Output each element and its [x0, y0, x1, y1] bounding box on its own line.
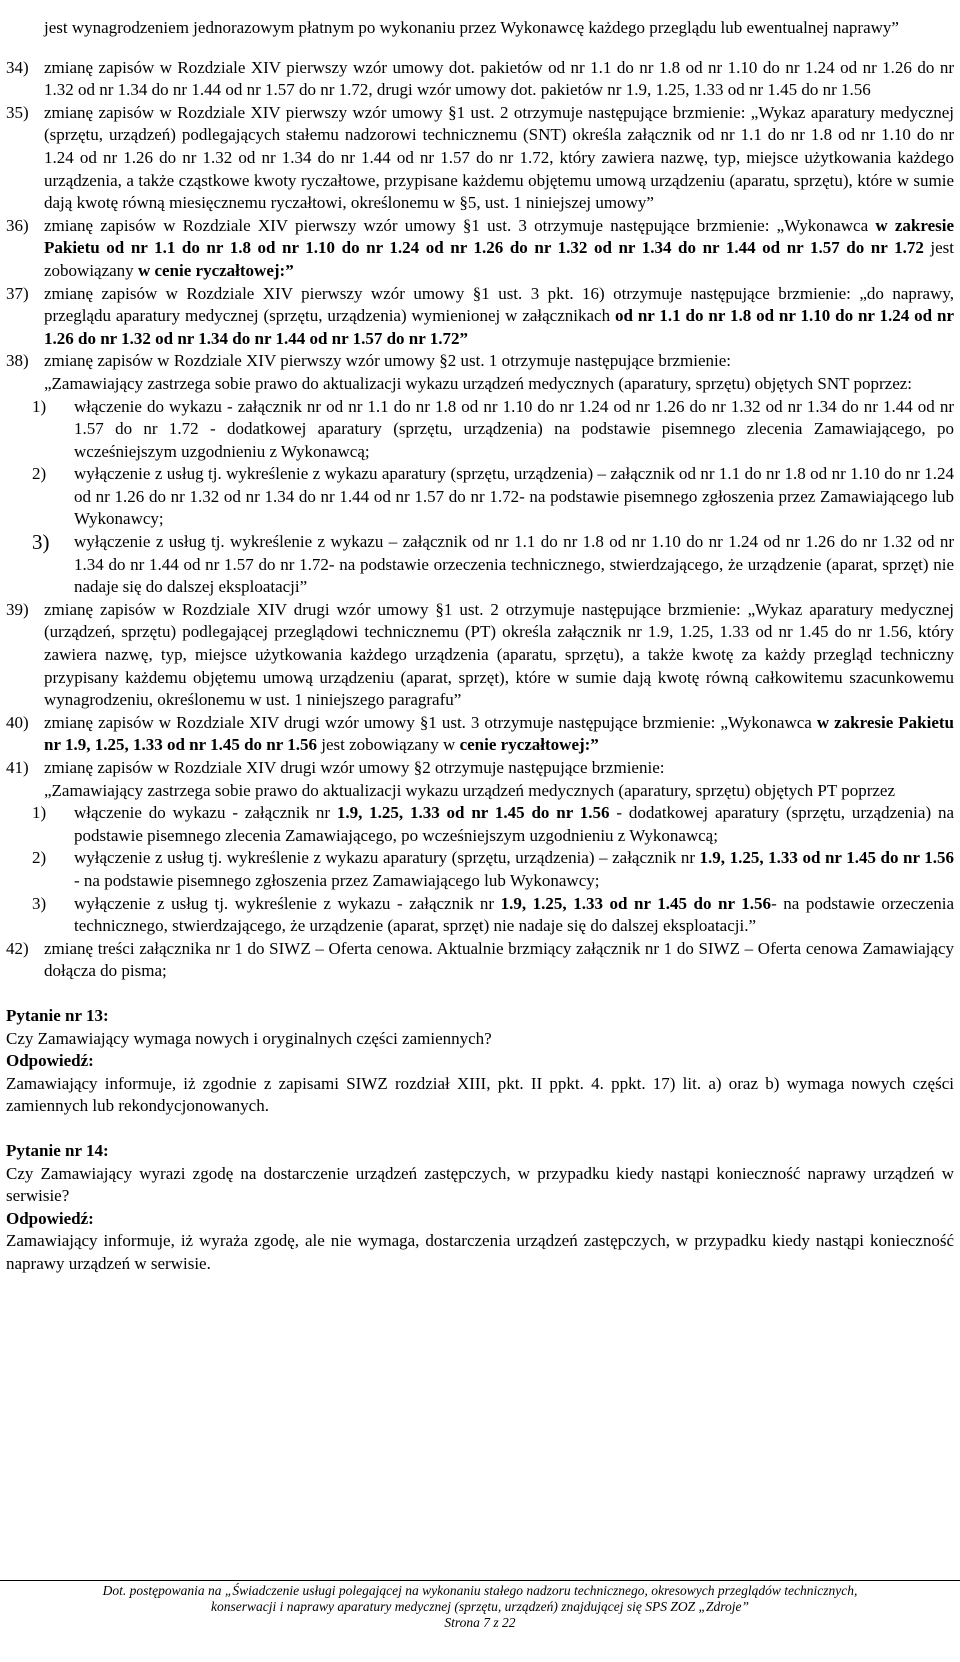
footer-divider: [0, 1580, 960, 1581]
item-text: jest zobowiązany: [44, 238, 955, 280]
intro-continuation: jest wynagrodzeniem jednorazowym płatnym po wykonaniu przez Wykonawcę każdego przeglądu lub ewentualnej naprawy”: [44, 18, 899, 37]
item-number: 34): [6, 57, 29, 77]
sub-item-41-3: [6, 893, 954, 938]
item-text-bold: cenie ryczałtowej:”: [459, 735, 599, 755]
list-item-41: [6, 757, 954, 802]
sub-item-number: 3): [32, 893, 47, 913]
list-item-35: [6, 102, 954, 215]
sub-item-number: 1): [32, 396, 47, 416]
list-item-36: [6, 215, 954, 283]
document-body: [6, 0, 954, 1275]
list-item-34: [6, 57, 954, 102]
sub-item-number: 1): [32, 803, 47, 823]
sub-item-text: wyłączenie z usług tj. wykreślenie z wykazu – załącznik od nr 1.1 do nr 1.8 od nr 1.10 do nr 1.24 od nr 1.26 do nr 1.32 od nr 1.34 do nr 1.44 od nr 1.57 do nr 1.72- na podstawie orzeczenia technicznego, stwierdzającego, że urządzenie (aparat, sprzęt) nie nadaje się do dalszej eksploatacji”: [74, 532, 954, 597]
item-text-bold: w cenie ryczałtowej:”: [137, 260, 294, 280]
footer-line: Dot. postępowania na „Świadczenie usługi polegającej na wykonaniu stałego nadzoru technicznego, okresowych przeglądów technicznych,: [102, 1583, 858, 1598]
page-number: Strona 7 z 22: [444, 1615, 516, 1630]
question-13: [6, 1005, 954, 1118]
sub-item-38-1: [6, 396, 954, 464]
answer-text: Zamawiający informuje, iż wyraża zgodę, ale nie wymaga, dostarczenia urządzeń zastępczych, w przypadku kiedy nastąpi konieczność naprawy urządzeń w serwisie.: [6, 1231, 954, 1273]
item-number: 39): [6, 599, 29, 619]
item-text: zmianę zapisów w Rozdziale XIV pierwszy wzór umowy dot. pakietów od nr 1.1 do nr 1.8 od nr 1.10 do nr 1.24 od nr 1.26 do nr 1.32 od nr 1.34 do nr 1.44 od nr 1.57 do nr 1.72, drugi wzór umowy dot. pakietów nr 1.9, 1.25, 1.33 od nr 1.45 do nr 1.56: [44, 57, 954, 100]
list-item-42: [6, 938, 954, 983]
sub-item-text-bold: 1.9, 1.25, 1.33 od nr 1.45 do nr 1.56: [336, 803, 610, 823]
item-quote: „Zamawiający zastrzega sobie prawo do aktualizacji wykazu urządzeń medycznych (aparatury, sprzętu) objętych PT poprzez: [44, 780, 896, 800]
sub-item-text: wyłączenie z usług tj. wykreślenie z wykazu - załącznik nr: [74, 893, 501, 913]
item-text: zmianę zapisów w Rozdziale XIV drugi wzór umowy §2 otrzymuje następujące brzmienie:: [44, 758, 665, 777]
item-text-bold: w zakresie Pakietu nr 1.9, 1.25, 1.33 od nr 1.45 do nr 1.56: [44, 712, 955, 755]
page-footer: [0, 1583, 960, 1631]
item-number: 35): [6, 102, 29, 122]
list-item-38: [6, 350, 954, 395]
question-14: [6, 1140, 954, 1276]
item-text-bold: w zakresie Pakietu od nr 1.1 do nr 1.8 od nr 1.10 do nr 1.24 od nr 1.26 do nr 1.32 od nr 1.34 do nr 1.44 od nr 1.57 do nr 1.72: [44, 215, 954, 258]
item-text: zmianę zapisów w Rozdziale XIV pierwszy wzór umowy §1 ust. 3 pkt. 16) otrzymuje następujące brzmienie: „do naprawy, przeglądu aparatury medycznej (sprzętu, urządzenia) wymienionej w załącznikach: [44, 283, 954, 326]
list-item-37: [6, 283, 954, 351]
footer-line: konserwacji i naprawy aparatury medycznej (sprzętu, urządzeń) znajdującej się SPS ZOZ „Zdroje”: [211, 1599, 749, 1614]
item-text-bold: od nr 1.1 do nr 1.8 od nr 1.10 do nr 1.24 od nr 1.26 do nr 1.32 od nr 1.34 do nr 1.44 od nr 1.57 do nr 1.72”: [44, 306, 955, 348]
answer-label: Odpowiedź:: [6, 1051, 94, 1071]
sub-item-text: wyłączenie z usług tj. wykreślenie z wykazu aparatury (sprzętu, urządzenia) – załącznik nr: [74, 848, 700, 868]
item-text: zmianę treści załącznika nr 1 do SIWZ – Oferta cenowa. Aktualnie brzmiący załącznik nr 1 do SIWZ – Oferta cenowa Zamawiający dołącza do pisma;: [44, 938, 954, 981]
sub-item-text: włączenie do wykazu - załącznik nr od nr 1.1 do nr 1.8 od nr 1.10 do nr 1.24 od nr 1.26 do nr 1.32 od nr 1.34 do nr 1.44 od nr 1.57 do nr 1.72 - dodatkowej aparatury (sprzętu, urządzenia) na podstawie pisemnego zlecenia Zamawiającego, po wcześniejszym uzgodnieniu z Wykonawcą;: [74, 396, 954, 461]
sub-item-text: - na podstawie orzeczenia technicznego, stwierdzającego, że urządzenie (aparat, sprzęt) nie nadaje się do dalszej eksploatacji.”: [74, 893, 955, 936]
sub-item-text: - na podstawie pisemnego zgłoszenia przez Zamawiającego lub Wykonawcy;: [74, 870, 600, 890]
sub-item-text-bold: 1.9, 1.25, 1.33 od nr 1.45 do nr 1.56: [500, 893, 772, 913]
question-heading: Pytanie nr 13:: [6, 1005, 109, 1025]
sub-item-38-2: [6, 463, 954, 531]
sub-item-text: włączenie do wykazu - załącznik nr: [74, 803, 337, 823]
item-number: 37): [6, 283, 29, 303]
item-text: zmianę zapisów w Rozdziale XIV pierwszy wzór umowy §1 ust. 3 otrzymuje następujące brzmienie: „Wykonawca: [44, 215, 876, 235]
item-text: zmianę zapisów w Rozdziale XIV drugi wzór umowy §1 ust. 2 otrzymuje następujące brzmienie: „Wykaz aparatury medycznej (urządzeń, sprzętu) podlegającej przeglądowi technicznemu (PT) określa załącznik nr 1.9, 1.25, 1.33 od nr 1.45 do nr 1.56, który zawiera nazwę, typ, miejsce użytkowania każdego urządzenia (aparatu, sprzętu), a także kwotę za każdy przegląd techniczny przypisany każdemu objętemu umową urządzeniu (aparat, sprzęt), które w sumie dają kwotę równą całkowitemu szacunkowemu wynagrodzeniu, określonemu w ust. 1 niniejszego paragrafu”: [44, 599, 954, 710]
sub-item-38-3: [6, 531, 954, 599]
item-text: zmianę zapisów w Rozdziale XIV pierwszy wzór umowy §1 ust. 2 otrzymuje następujące brzmienie: „Wykaz aparatury medycznej (sprzętu, urządzeń) podlegających stałemu nadzorowi technicznemu (SNT) określa załącznik od nr 1.1 do nr 1.8 od nr 1.10 do nr 1.24 od nr 1.26 do nr 1.32 od nr 1.34 do nr 1.44 od nr 1.57 do nr 1.72, który zawiera nazwę, typ, miejsce użytkowania każdego urządzenia, a także cząstkowe kwoty ryczałtowe, przypisane każdemu objętemu umową urządzeniu (aparatu, sprzętu), które w sumie dają kwotę równą miesięcznemu ryczałtowi, określonemu w §5, ust. 1 niniejszej umowy”: [44, 102, 954, 213]
sub-item-text: wyłączenie z usług tj. wykreślenie z wykazu aparatury (sprzętu, urządzenia) – załącznik od nr 1.1 do nr 1.8 od nr 1.10 do nr 1.24 od nr 1.26 do nr 1.32 od nr 1.34 do nr 1.44 od nr 1.57 do nr 1.72- na podstawie pisemnego zgłoszenia przez Zamawiającego lub Wykonawcy;: [74, 464, 954, 529]
item-number: 41): [6, 758, 29, 777]
item-number: 42): [6, 938, 29, 958]
item-text: jest zobowiązany w: [317, 735, 460, 755]
item-text: zmianę zapisów w Rozdziale XIV pierwszy wzór umowy §2 ust. 1 otrzymuje następujące brzmienie:: [44, 351, 732, 371]
item-quote: „Zamawiający zastrzega sobie prawo do aktualizacji wykazu urządzeń medycznych (aparatury, sprzętu) objętych SNT poprzez:: [44, 373, 913, 393]
answer-label: Odpowiedź:: [6, 1208, 94, 1228]
sub-item-text-bold: 1.9, 1.25, 1.33 od nr 1.45 do nr 1.56: [699, 848, 955, 868]
sub-item-number: 2): [32, 848, 47, 868]
item-number: 36): [6, 215, 29, 235]
answer-text: Zamawiający informuje, iż zgodnie z zapisami SIWZ rozdział XIII, pkt. II ppkt. 4. ppkt. 17) lit. a) oraz b) wymaga nowych części zamiennych lub rekondycjonowanych.: [6, 1073, 954, 1116]
sub-item-41-2: [6, 847, 954, 892]
sub-item-text: - dodatkowej aparatury (sprzętu, urządzenia) na podstawie pisemnego zlecenia Zamawiającego, po wcześniejszym uzgodnieniu z Wykonawcą;: [74, 803, 954, 845]
item-number: 38): [6, 351, 29, 371]
sub-item-41-1: [6, 802, 954, 847]
question-text: Czy Zamawiający wymaga nowych i oryginalnych części zamiennych?: [6, 1028, 492, 1048]
question-heading: Pytanie nr 14:: [6, 1140, 109, 1160]
sub-item-number: 3): [32, 530, 50, 555]
item-text: zmianę zapisów w Rozdziale XIV drugi wzór umowy §1 ust. 3 otrzymuje następujące brzmienie: „Wykonawca: [44, 712, 817, 732]
list-item-39: [6, 599, 954, 712]
list-item-40: [6, 712, 954, 757]
sub-item-number: 2): [32, 464, 47, 484]
question-text: Czy Zamawiający wyrazi zgodę na dostarczenie urządzeń zastępczych, w przypadku kiedy nastąpi konieczność naprawy urządzeń w serwisie?: [6, 1163, 954, 1206]
item-number: 40): [6, 712, 29, 732]
